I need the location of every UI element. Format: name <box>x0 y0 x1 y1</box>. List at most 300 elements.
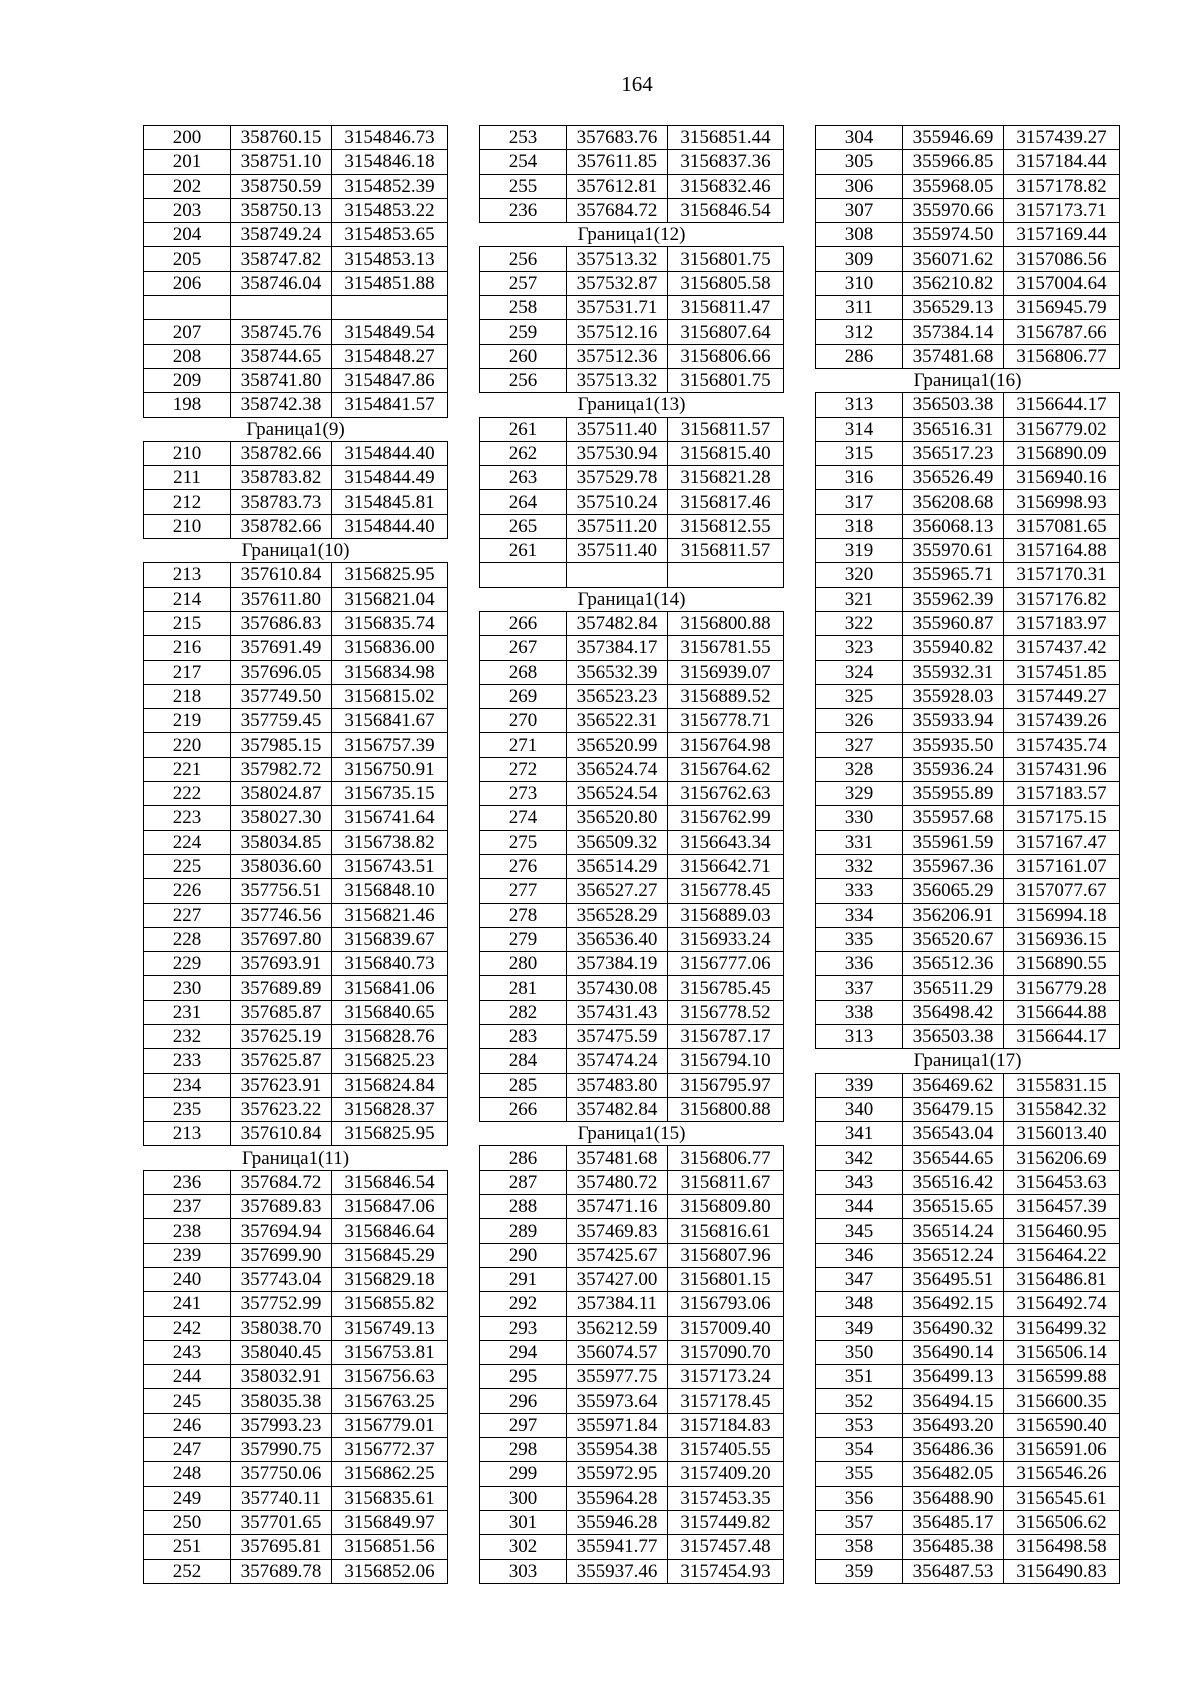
x-coordinate-cell: 355937.46 <box>567 1559 668 1583</box>
y-coordinate-cell: 3156846.54 <box>668 198 784 222</box>
table-row <box>480 1340 784 1364</box>
table-row <box>816 393 1120 417</box>
x-coordinate-cell: 357483.80 <box>567 1073 668 1097</box>
table-row <box>480 879 784 903</box>
point-number-cell: 289 <box>480 1219 567 1243</box>
y-coordinate-cell: 3156821.04 <box>332 587 448 611</box>
x-coordinate-cell: 357482.84 <box>567 611 668 635</box>
x-coordinate-cell: 356517.23 <box>903 441 1004 465</box>
x-coordinate-cell: 357474.24 <box>567 1049 668 1073</box>
x-coordinate-cell: 355964.28 <box>567 1486 668 1510</box>
x-coordinate-cell: 358751.10 <box>231 150 332 174</box>
y-coordinate-cell: 3157167.47 <box>1004 830 1120 854</box>
point-number-cell: 257 <box>480 271 567 295</box>
y-coordinate-cell: 3154852.39 <box>332 174 448 198</box>
table-row <box>816 1292 1120 1316</box>
table-row <box>816 1170 1120 1194</box>
y-coordinate-cell: 3156753.81 <box>332 1340 448 1364</box>
table-row <box>480 806 784 830</box>
point-number-cell: 359 <box>816 1559 903 1583</box>
section-header-row <box>144 539 448 563</box>
x-coordinate-cell: 357750.06 <box>231 1462 332 1486</box>
point-number-cell: 261 <box>480 417 567 441</box>
section-header-row <box>144 1146 448 1170</box>
x-coordinate-cell: 358750.59 <box>231 174 332 198</box>
table-row <box>144 782 448 806</box>
x-coordinate-cell: 357694.94 <box>231 1219 332 1243</box>
point-number-cell: 247 <box>144 1438 231 1462</box>
y-coordinate-cell: 3156829.18 <box>332 1267 448 1291</box>
x-coordinate-cell: 356503.38 <box>903 1024 1004 1048</box>
table-row <box>816 854 1120 878</box>
y-coordinate-cell: 3154849.54 <box>332 320 448 344</box>
table-row <box>480 1000 784 1024</box>
point-number-cell: 232 <box>144 1024 231 1048</box>
point-number-cell: 270 <box>480 709 567 733</box>
table-row <box>144 1559 448 1583</box>
table-row <box>144 1267 448 1291</box>
x-coordinate-cell: 355962.39 <box>903 587 1004 611</box>
table-row <box>816 1122 1120 1146</box>
point-number-cell: 227 <box>144 903 231 927</box>
table-row <box>480 1486 784 1510</box>
x-coordinate-cell: 357611.85 <box>567 150 668 174</box>
y-coordinate-cell: 3156805.58 <box>668 271 784 295</box>
y-coordinate-cell: 3156787.66 <box>1004 320 1120 344</box>
point-number-cell: 267 <box>480 636 567 660</box>
table-row <box>816 320 1120 344</box>
table-row <box>816 417 1120 441</box>
point-number-cell: 321 <box>816 587 903 611</box>
point-number-cell: 231 <box>144 1000 231 1024</box>
table-row <box>144 1219 448 1243</box>
table-row <box>480 903 784 927</box>
point-number-cell: 322 <box>816 611 903 635</box>
y-coordinate-cell: 3156849.97 <box>332 1510 448 1534</box>
x-coordinate-cell: 357990.75 <box>231 1438 332 1462</box>
point-number-cell: 345 <box>816 1219 903 1243</box>
x-coordinate-cell: 357985.15 <box>231 733 332 757</box>
point-number-cell: 237 <box>144 1195 231 1219</box>
y-coordinate-cell: 3156750.91 <box>332 757 448 781</box>
table-row <box>480 684 784 708</box>
y-coordinate-cell: 3156890.55 <box>1004 952 1120 976</box>
x-coordinate-cell: 355954.38 <box>567 1438 668 1462</box>
y-coordinate-cell: 3156889.52 <box>668 684 784 708</box>
y-coordinate-cell: 3156836.00 <box>332 636 448 660</box>
y-coordinate-cell: 3157457.48 <box>668 1535 784 1559</box>
y-coordinate-cell: 3156545.61 <box>1004 1486 1120 1510</box>
point-number-cell: 258 <box>480 296 567 320</box>
x-coordinate-cell: 355946.28 <box>567 1510 668 1534</box>
x-coordinate-cell: 355936.24 <box>903 757 1004 781</box>
x-coordinate-cell: 357529.78 <box>567 466 668 490</box>
point-number-cell: 204 <box>144 223 231 247</box>
y-coordinate-cell: 3156847.06 <box>332 1195 448 1219</box>
x-coordinate-cell: 357756.51 <box>231 879 332 903</box>
table-row <box>144 1122 448 1146</box>
point-number-cell: 216 <box>144 636 231 660</box>
x-coordinate-cell: 356495.51 <box>903 1267 1004 1291</box>
y-coordinate-cell: 3156851.44 <box>668 126 784 150</box>
y-coordinate-cell: 3156743.51 <box>332 854 448 878</box>
y-coordinate-cell: 3156841.67 <box>332 709 448 733</box>
x-coordinate-cell: 356499.13 <box>903 1365 1004 1389</box>
table-row <box>816 976 1120 1000</box>
table-row <box>816 1413 1120 1437</box>
point-number-cell: 302 <box>480 1535 567 1559</box>
point-number-cell: 330 <box>816 806 903 830</box>
table-row <box>816 126 1120 150</box>
y-coordinate-cell: 3156994.18 <box>1004 903 1120 927</box>
point-number-cell: 265 <box>480 514 567 538</box>
y-coordinate-cell: 3156777.06 <box>668 952 784 976</box>
x-coordinate-cell: 355965.71 <box>903 563 1004 587</box>
table-row <box>144 927 448 951</box>
table-row <box>816 782 1120 806</box>
point-number-cell: 315 <box>816 441 903 465</box>
table-row <box>816 952 1120 976</box>
table-row <box>144 344 448 368</box>
y-coordinate-cell: 3156807.96 <box>668 1243 784 1267</box>
table-row <box>144 684 448 708</box>
x-coordinate-cell: 357686.83 <box>231 611 332 635</box>
x-coordinate-cell: 356212.59 <box>567 1316 668 1340</box>
y-coordinate-cell: 3157170.31 <box>1004 563 1120 587</box>
y-coordinate-cell: 3156940.16 <box>1004 466 1120 490</box>
table-row <box>144 563 448 587</box>
x-coordinate-cell: 356482.05 <box>903 1462 1004 1486</box>
point-number-cell: 213 <box>144 1122 231 1146</box>
x-coordinate-cell: 356479.15 <box>903 1097 1004 1121</box>
point-number-cell: 327 <box>816 733 903 757</box>
y-coordinate-cell: 3156848.10 <box>332 879 448 903</box>
y-coordinate-cell: 3154845.81 <box>332 490 448 514</box>
point-number-cell: 356 <box>816 1486 903 1510</box>
point-number-cell: 278 <box>480 903 567 927</box>
x-coordinate-cell: 357471.16 <box>567 1195 668 1219</box>
x-coordinate-cell: 357513.32 <box>567 247 668 271</box>
point-number-cell: 325 <box>816 684 903 708</box>
x-coordinate-cell: 357384.11 <box>567 1292 668 1316</box>
y-coordinate-cell <box>332 296 448 320</box>
y-coordinate-cell: 3156781.55 <box>668 636 784 660</box>
x-coordinate-cell: 358741.80 <box>231 368 332 392</box>
y-coordinate-cell: 3156800.88 <box>668 611 784 635</box>
y-coordinate-cell: 3156801.75 <box>668 247 784 271</box>
point-number-cell: 310 <box>816 271 903 295</box>
x-coordinate-cell: 358036.60 <box>231 854 332 878</box>
x-coordinate-cell: 358747.82 <box>231 247 332 271</box>
section-header-row <box>480 223 784 247</box>
point-number-cell: 294 <box>480 1340 567 1364</box>
x-coordinate-cell: 357610.84 <box>231 1122 332 1146</box>
section-label: Граница1(14) <box>480 587 784 611</box>
table-row <box>480 1097 784 1121</box>
point-number-cell: 308 <box>816 223 903 247</box>
table-row <box>816 441 1120 465</box>
table-row <box>480 247 784 271</box>
section-label: Граница1(9) <box>144 417 448 441</box>
point-number-cell: 229 <box>144 952 231 976</box>
x-coordinate-cell: 357481.68 <box>567 1146 668 1170</box>
x-coordinate-cell: 357689.89 <box>231 976 332 1000</box>
point-number-cell: 292 <box>480 1292 567 1316</box>
x-coordinate-cell: 357759.45 <box>231 709 332 733</box>
table-row <box>816 490 1120 514</box>
y-coordinate-cell: 3157173.24 <box>668 1365 784 1389</box>
point-number-cell: 290 <box>480 1243 567 1267</box>
x-coordinate-cell: 356486.36 <box>903 1438 1004 1462</box>
point-number-cell: 318 <box>816 514 903 538</box>
y-coordinate-cell: 3156762.99 <box>668 806 784 830</box>
x-coordinate-cell: 356071.62 <box>903 247 1004 271</box>
point-number-cell: 233 <box>144 1049 231 1073</box>
table-row <box>816 1535 1120 1559</box>
y-coordinate-cell: 3156811.47 <box>668 296 784 320</box>
y-coordinate-cell: 3156778.71 <box>668 709 784 733</box>
point-number-cell: 238 <box>144 1219 231 1243</box>
x-coordinate-cell: 356514.24 <box>903 1219 1004 1243</box>
table-row <box>144 1170 448 1194</box>
y-coordinate-cell: 3156825.23 <box>332 1049 448 1073</box>
x-coordinate-cell: 356469.62 <box>903 1073 1004 1097</box>
y-coordinate-cell: 3157009.40 <box>668 1316 784 1340</box>
y-coordinate-cell: 3156757.39 <box>332 733 448 757</box>
point-number-cell: 339 <box>816 1073 903 1097</box>
table-row <box>144 198 448 222</box>
table-row <box>816 1316 1120 1340</box>
point-number-cell: 298 <box>480 1438 567 1462</box>
point-number-cell: 332 <box>816 854 903 878</box>
x-coordinate-cell: 356511.29 <box>903 976 1004 1000</box>
x-coordinate-cell: 357512.36 <box>567 344 668 368</box>
y-coordinate-cell: 3156806.77 <box>668 1146 784 1170</box>
point-number-cell: 210 <box>144 441 231 465</box>
y-coordinate-cell: 3156779.28 <box>1004 976 1120 1000</box>
table-row <box>480 1024 784 1048</box>
table-row <box>816 271 1120 295</box>
point-number-cell: 357 <box>816 1510 903 1534</box>
x-coordinate-cell: 357689.78 <box>231 1559 332 1583</box>
table-row <box>816 466 1120 490</box>
point-number-cell: 234 <box>144 1073 231 1097</box>
point-number-cell: 211 <box>144 466 231 490</box>
table-row <box>816 733 1120 757</box>
y-coordinate-cell: 3156490.83 <box>1004 1559 1120 1583</box>
y-coordinate-cell: 3157086.56 <box>1004 247 1120 271</box>
y-coordinate-cell: 3156812.55 <box>668 514 784 538</box>
y-coordinate-cell: 3156846.54 <box>332 1170 448 1194</box>
y-coordinate-cell: 3155842.32 <box>1004 1097 1120 1121</box>
y-coordinate-cell: 3156811.67 <box>668 1170 784 1194</box>
point-number-cell: 348 <box>816 1292 903 1316</box>
table-row <box>480 320 784 344</box>
x-coordinate-cell: 358745.76 <box>231 320 332 344</box>
table-row <box>480 1365 784 1389</box>
y-coordinate-cell: 3156206.69 <box>1004 1146 1120 1170</box>
coordinate-table-column-1 <box>143 125 448 1584</box>
point-number-cell: 214 <box>144 587 231 611</box>
table-row <box>480 611 784 635</box>
x-coordinate-cell: 355946.69 <box>903 126 1004 150</box>
x-coordinate-cell: 358782.66 <box>231 514 332 538</box>
table-row <box>816 660 1120 684</box>
y-coordinate-cell: 3156828.76 <box>332 1024 448 1048</box>
point-number-cell: 221 <box>144 757 231 781</box>
point-number-cell: 202 <box>144 174 231 198</box>
x-coordinate-cell: 356210.82 <box>903 271 1004 295</box>
y-coordinate-cell: 3156815.40 <box>668 441 784 465</box>
table-row <box>144 150 448 174</box>
point-number-cell: 226 <box>144 879 231 903</box>
x-coordinate-cell: 356487.53 <box>903 1559 1004 1583</box>
table-row <box>144 1024 448 1048</box>
x-coordinate-cell: 356485.38 <box>903 1535 1004 1559</box>
table-row <box>816 1024 1120 1048</box>
y-coordinate-cell: 3156817.46 <box>668 490 784 514</box>
y-coordinate-cell: 3156453.63 <box>1004 1170 1120 1194</box>
y-coordinate-cell: 3157435.74 <box>1004 733 1120 757</box>
x-coordinate-cell: 357532.87 <box>567 271 668 295</box>
table-row <box>480 1510 784 1534</box>
point-number-cell: 251 <box>144 1535 231 1559</box>
point-number-cell: 333 <box>816 879 903 903</box>
point-number-cell: 244 <box>144 1365 231 1389</box>
point-number-cell: 262 <box>480 441 567 465</box>
x-coordinate-cell: 355935.50 <box>903 733 1004 757</box>
point-number-cell: 299 <box>480 1462 567 1486</box>
point-number-cell: 243 <box>144 1340 231 1364</box>
point-number-cell: 329 <box>816 782 903 806</box>
x-coordinate-cell: 358024.87 <box>231 782 332 806</box>
table-row <box>144 1097 448 1121</box>
y-coordinate-cell: 3157405.55 <box>668 1438 784 1462</box>
point-number-cell: 347 <box>816 1267 903 1291</box>
table-row <box>480 198 784 222</box>
point-number-cell: 198 <box>144 393 231 417</box>
x-coordinate-cell: 356509.32 <box>567 830 668 854</box>
x-coordinate-cell: 357693.91 <box>231 952 332 976</box>
y-coordinate-cell: 3156498.58 <box>1004 1535 1120 1559</box>
point-number-cell: 344 <box>816 1195 903 1219</box>
y-coordinate-cell: 3156764.62 <box>668 757 784 781</box>
y-coordinate-cell: 3156851.56 <box>332 1535 448 1559</box>
y-coordinate-cell <box>668 563 784 587</box>
y-coordinate-cell: 3156839.67 <box>332 927 448 951</box>
x-coordinate-cell: 356074.57 <box>567 1340 668 1364</box>
table-row <box>816 927 1120 951</box>
table-row <box>480 830 784 854</box>
y-coordinate-cell: 3157409.20 <box>668 1462 784 1486</box>
section-header-row <box>816 1049 1120 1073</box>
table-row <box>480 1413 784 1437</box>
table-row <box>144 1073 448 1097</box>
y-coordinate-cell: 3156837.36 <box>668 150 784 174</box>
y-coordinate-cell: 3156862.25 <box>332 1462 448 1486</box>
x-coordinate-cell: 357511.20 <box>567 514 668 538</box>
x-coordinate-cell: 358746.04 <box>231 271 332 295</box>
point-number-cell: 236 <box>480 198 567 222</box>
point-number-cell: 241 <box>144 1292 231 1316</box>
y-coordinate-cell: 3154846.18 <box>332 150 448 174</box>
point-number-cell: 286 <box>816 344 903 368</box>
point-number-cell: 240 <box>144 1267 231 1291</box>
y-coordinate-cell: 3157169.44 <box>1004 223 1120 247</box>
y-coordinate-cell: 3156825.95 <box>332 1122 448 1146</box>
point-number-cell: 309 <box>816 247 903 271</box>
y-coordinate-cell: 3156794.10 <box>668 1049 784 1073</box>
point-number-cell: 264 <box>480 490 567 514</box>
x-coordinate-cell: 355940.82 <box>903 636 1004 660</box>
table-row <box>480 1146 784 1170</box>
table-row <box>480 1389 784 1413</box>
y-coordinate-cell: 3157175.15 <box>1004 806 1120 830</box>
table-row <box>480 271 784 295</box>
point-number-cell: 250 <box>144 1510 231 1534</box>
table-row <box>480 417 784 441</box>
table-row <box>144 830 448 854</box>
y-coordinate-cell: 3156825.95 <box>332 563 448 587</box>
y-coordinate-cell: 3156785.45 <box>668 976 784 1000</box>
point-number-cell: 212 <box>144 490 231 514</box>
point-number-cell: 328 <box>816 757 903 781</box>
point-number-cell: 259 <box>480 320 567 344</box>
table-row <box>816 757 1120 781</box>
table-row <box>816 1000 1120 1024</box>
y-coordinate-cell: 3156840.65 <box>332 1000 448 1024</box>
y-coordinate-cell: 3156801.75 <box>668 368 784 392</box>
table-row <box>480 344 784 368</box>
table-row <box>816 1462 1120 1486</box>
point-number-cell: 320 <box>816 563 903 587</box>
y-coordinate-cell: 3156735.15 <box>332 782 448 806</box>
y-coordinate-cell: 3154848.27 <box>332 344 448 368</box>
x-coordinate-cell: 356516.31 <box>903 417 1004 441</box>
point-number-cell: 335 <box>816 927 903 951</box>
y-coordinate-cell: 3156590.40 <box>1004 1413 1120 1437</box>
table-row <box>144 952 448 976</box>
table-row <box>144 1413 448 1437</box>
point-number-cell: 285 <box>480 1073 567 1097</box>
point-number-cell: 293 <box>480 1316 567 1340</box>
y-coordinate-cell: 3157184.44 <box>1004 150 1120 174</box>
y-coordinate-cell: 3156643.34 <box>668 830 784 854</box>
section-label: Граница1(16) <box>816 368 1120 392</box>
point-number-cell: 284 <box>480 1049 567 1073</box>
table-row <box>816 1438 1120 1462</box>
table-row <box>816 636 1120 660</box>
table-row <box>480 1267 784 1291</box>
x-coordinate-cell: 357623.22 <box>231 1097 332 1121</box>
x-coordinate-cell: 355941.77 <box>567 1535 668 1559</box>
x-coordinate-cell: 358035.38 <box>231 1389 332 1413</box>
point-number-cell: 224 <box>144 830 231 854</box>
x-coordinate-cell: 357480.72 <box>567 1170 668 1194</box>
x-coordinate-cell: 356529.13 <box>903 296 1004 320</box>
x-coordinate-cell: 356498.42 <box>903 1000 1004 1024</box>
point-number-cell: 331 <box>816 830 903 854</box>
y-coordinate-cell: 3156834.98 <box>332 660 448 684</box>
point-number-cell: 218 <box>144 684 231 708</box>
x-coordinate-cell: 357427.00 <box>567 1267 668 1291</box>
x-coordinate-cell: 356206.91 <box>903 903 1004 927</box>
point-number-cell: 341 <box>816 1122 903 1146</box>
y-coordinate-cell: 3156763.25 <box>332 1389 448 1413</box>
point-number-cell: 283 <box>480 1024 567 1048</box>
x-coordinate-cell: 357695.81 <box>231 1535 332 1559</box>
y-coordinate-cell: 3157178.45 <box>668 1389 784 1413</box>
